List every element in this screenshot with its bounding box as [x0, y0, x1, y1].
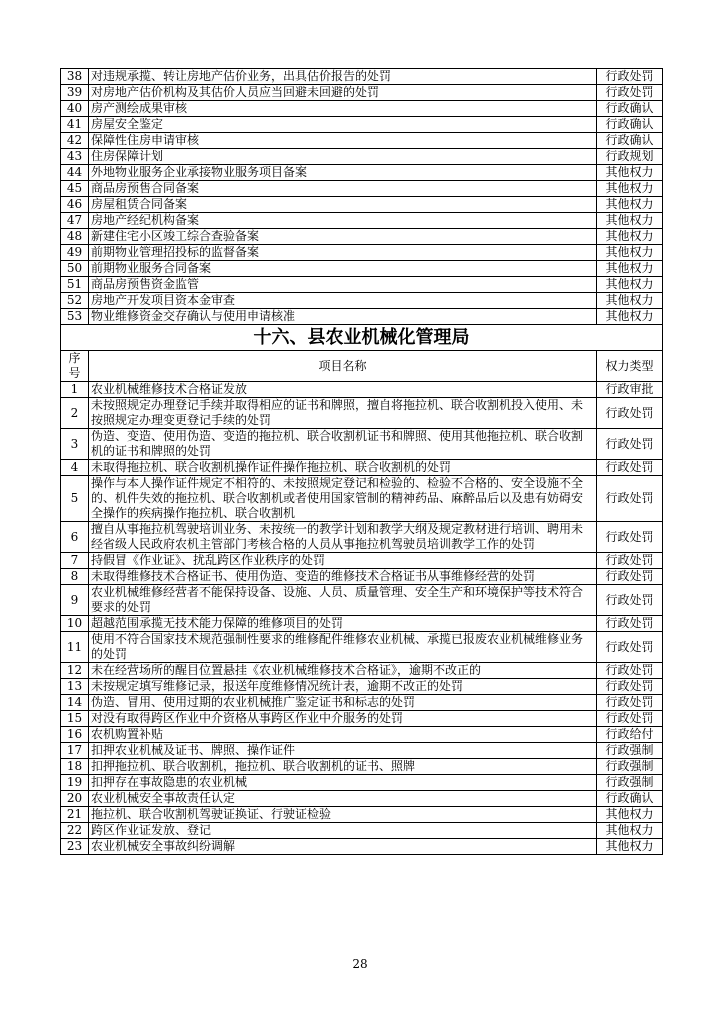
table-row — [61, 839, 663, 855]
power-type: 行政处罚 — [597, 553, 663, 569]
row-number: 6 — [61, 522, 89, 553]
table-row — [61, 695, 663, 711]
page-number: 28 — [352, 957, 368, 971]
power-type: 行政处罚 — [597, 711, 663, 727]
table-row — [61, 743, 663, 759]
power-type: 行政处罚 — [597, 69, 663, 85]
item-name: 超越范围承揽无技术能力保障的维修项目的处罚 — [89, 616, 597, 632]
table-row — [61, 807, 663, 823]
row-number: 43 — [61, 149, 89, 165]
row-number: 20 — [61, 791, 89, 807]
item-name: 农业机械维修技术合格证发放 — [89, 382, 597, 398]
section-title-row — [61, 325, 663, 351]
row-number: 13 — [61, 679, 89, 695]
item-name: 伪造、变造、使用伪造、变造的拖拉机、联合收割机证书和牌照、使用其他拖拉机、联合收割机的证书和牌照的处罚 — [89, 429, 597, 460]
power-type: 其他权力 — [597, 293, 663, 309]
power-type: 行政规划 — [597, 149, 663, 165]
table-row — [61, 197, 663, 213]
power-type: 行政处罚 — [597, 663, 663, 679]
item-name: 商品房预售合同备案 — [89, 181, 597, 197]
table-row — [61, 229, 663, 245]
power-type: 行政强制 — [597, 775, 663, 791]
row-number: 5 — [61, 476, 89, 522]
table-row — [61, 398, 663, 429]
item-name: 跨区作业证发放、登记 — [89, 823, 597, 839]
row-number: 46 — [61, 197, 89, 213]
table-row — [61, 309, 663, 325]
table-row — [61, 181, 663, 197]
item-name: 房产测绘成果审核 — [89, 101, 597, 117]
power-type: 行政确认 — [597, 117, 663, 133]
power-type: 其他权力 — [597, 261, 663, 277]
table-row — [61, 476, 663, 522]
row-number: 39 — [61, 85, 89, 101]
table-row — [61, 522, 663, 553]
item-name: 扣押存在事故隐患的农业机械 — [89, 775, 597, 791]
item-name: 房地产开发项目资本金审查 — [89, 293, 597, 309]
item-name: 新建住宅小区竣工综合查验备案 — [89, 229, 597, 245]
item-name: 保障性住房申请审核 — [89, 133, 597, 149]
table-row — [61, 775, 663, 791]
table-row — [61, 261, 663, 277]
item-name: 未按照规定办理登记手续并取得相应的证书和牌照，擅自将拖拉机、联合收割机投入使用、未按照规定办理变更登记手续的处罚 — [89, 398, 597, 429]
row-number: 8 — [61, 569, 89, 585]
table-row — [61, 711, 663, 727]
row-number: 19 — [61, 775, 89, 791]
row-number: 50 — [61, 261, 89, 277]
table-row — [61, 117, 663, 133]
power-type: 行政处罚 — [597, 476, 663, 522]
table-row — [61, 213, 663, 229]
row-number: 9 — [61, 585, 89, 616]
row-number: 10 — [61, 616, 89, 632]
row-number: 38 — [61, 69, 89, 85]
row-number: 22 — [61, 823, 89, 839]
item-name: 房屋安全鉴定 — [89, 117, 597, 133]
power-type: 行政处罚 — [597, 679, 663, 695]
item-name: 未取得维修技术合格证书、使用伪造、变造的维修技术合格证书从事维修经营的处罚 — [89, 569, 597, 585]
item-name: 未按规定填写维修记录，报送年度维修情况统计表，逾期不改正的处罚 — [89, 679, 597, 695]
item-name: 农业机械维修经营者不能保持设备、设施、人员、质量管理、安全生产和环境保护等技术符合要求的处罚 — [89, 585, 597, 616]
power-type: 行政确认 — [597, 133, 663, 149]
power-type: 其他权力 — [597, 229, 663, 245]
row-number: 11 — [61, 632, 89, 663]
item-name: 扣押拖拉机、联合收割机，拖拉机、联合收割机的证书、照牌 — [89, 759, 597, 775]
item-name: 房地产经纪机构备案 — [89, 213, 597, 229]
power-type: 行政处罚 — [597, 616, 663, 632]
row-number: 2 — [61, 398, 89, 429]
item-name: 操作与本人操作证件规定不相符的、未按照规定登记和检验的、检验不合格的、安全设施不全的、机件失效的拖拉机、联合收割机或者使用国家管制的精神药品、麻醉品后以及患有妨碍安全操作的疾病操作拖拉机、联合收割机 — [89, 476, 597, 522]
item-name: 拖拉机、联合收割机驾驶证换证、行驶证检验 — [89, 807, 597, 823]
header-name: 项目名称 — [89, 351, 597, 382]
table-row — [61, 101, 663, 117]
table-row — [61, 727, 663, 743]
item-name: 使用不符合国家技术规范强制性要求的维修配件维修农业机械、承揽已报废农业机械维修业务的处罚 — [89, 632, 597, 663]
item-name: 前期物业服务合同备案 — [89, 261, 597, 277]
power-type: 行政处罚 — [597, 522, 663, 553]
power-type: 其他权力 — [597, 309, 663, 325]
power-type: 行政处罚 — [597, 429, 663, 460]
row-number: 40 — [61, 101, 89, 117]
item-name: 外地物业服务企业承接物业服务项目备案 — [89, 165, 597, 181]
item-name: 对违规承揽、转让房地产估价业务，出具估价报告的处罚 — [89, 69, 597, 85]
table-row — [61, 759, 663, 775]
row-number: 51 — [61, 277, 89, 293]
power-type: 行政处罚 — [597, 569, 663, 585]
table-row — [61, 460, 663, 476]
row-number: 17 — [61, 743, 89, 759]
power-type: 行政审批 — [597, 382, 663, 398]
item-name: 擅自从事拖拉机驾驶培训业务、未按统一的教学计划和教学大纲及规定教材进行培训、聘用未经省级人民政府农机主管部门考核合格的人员从事拖拉机驾驶员培训教学工作的处罚 — [89, 522, 597, 553]
item-name: 前期物业管理招投标的监督备案 — [89, 245, 597, 261]
item-name: 物业维修资金交存确认与使用申请核准 — [89, 309, 597, 325]
table-row — [61, 277, 663, 293]
row-number: 42 — [61, 133, 89, 149]
row-number: 3 — [61, 429, 89, 460]
section-rows — [61, 382, 663, 855]
header-type: 权力类型 — [597, 351, 663, 382]
row-number: 21 — [61, 807, 89, 823]
section-head — [61, 325, 663, 382]
table-row — [61, 585, 663, 616]
table-row — [61, 632, 663, 663]
row-number: 48 — [61, 229, 89, 245]
power-type: 其他权力 — [597, 277, 663, 293]
row-number: 15 — [61, 711, 89, 727]
row-number: 16 — [61, 727, 89, 743]
row-number: 41 — [61, 117, 89, 133]
row-number: 12 — [61, 663, 89, 679]
power-type: 行政确认 — [597, 791, 663, 807]
row-number: 44 — [61, 165, 89, 181]
power-type: 行政强制 — [597, 743, 663, 759]
table-row — [61, 616, 663, 632]
row-number: 52 — [61, 293, 89, 309]
section-title: 十六、县农业机械化管理局 — [61, 325, 663, 351]
table-row — [61, 663, 663, 679]
header-row — [61, 351, 663, 382]
power-type: 其他权力 — [597, 807, 663, 823]
power-type: 行政确认 — [597, 101, 663, 117]
power-type: 行政处罚 — [597, 585, 663, 616]
top-rows — [61, 69, 663, 325]
power-list-table — [60, 68, 663, 855]
row-number: 1 — [61, 382, 89, 398]
item-name: 农业机械安全事故纠纷调解 — [89, 839, 597, 855]
row-number: 53 — [61, 309, 89, 325]
row-number: 49 — [61, 245, 89, 261]
table-row — [61, 679, 663, 695]
power-type: 行政处罚 — [597, 460, 663, 476]
item-name: 房屋租赁合同备案 — [89, 197, 597, 213]
power-type: 其他权力 — [597, 213, 663, 229]
power-type: 行政处罚 — [597, 632, 663, 663]
table-row — [61, 85, 663, 101]
table-row — [61, 133, 663, 149]
table-row — [61, 293, 663, 309]
table-row — [61, 791, 663, 807]
item-name: 商品房预售资金监管 — [89, 277, 597, 293]
row-number: 23 — [61, 839, 89, 855]
item-name: 农机购置补贴 — [89, 727, 597, 743]
row-number: 14 — [61, 695, 89, 711]
power-type: 其他权力 — [597, 197, 663, 213]
row-number: 7 — [61, 553, 89, 569]
table-row — [61, 382, 663, 398]
table-row — [61, 429, 663, 460]
table-row — [61, 165, 663, 181]
table-row — [61, 149, 663, 165]
power-type: 其他权力 — [597, 823, 663, 839]
power-type: 其他权力 — [597, 245, 663, 261]
item-name: 对没有取得跨区作业中介资格从事跨区作业中介服务的处罚 — [89, 711, 597, 727]
row-number: 4 — [61, 460, 89, 476]
item-name: 对房地产估价机构及其估价人员应当回避未回避的处罚 — [89, 85, 597, 101]
table-row — [61, 823, 663, 839]
table-row — [61, 69, 663, 85]
power-type: 行政处罚 — [597, 85, 663, 101]
power-type: 行政处罚 — [597, 695, 663, 711]
power-type: 其他权力 — [597, 181, 663, 197]
row-number: 47 — [61, 213, 89, 229]
power-type: 行政强制 — [597, 759, 663, 775]
item-name: 住房保障计划 — [89, 149, 597, 165]
table-row — [61, 569, 663, 585]
item-name: 伪造、冒用、使用过期的农业机械推广鉴定证书和标志的处罚 — [89, 695, 597, 711]
power-type: 其他权力 — [597, 165, 663, 181]
table-row — [61, 245, 663, 261]
power-type: 其他权力 — [597, 839, 663, 855]
table-row — [61, 553, 663, 569]
row-number: 45 — [61, 181, 89, 197]
item-name: 持假冒《作业证》、扰乱跨区作业秩序的处罚 — [89, 553, 597, 569]
item-name: 扣押农业机械及证书、牌照、操作证件 — [89, 743, 597, 759]
item-name: 农业机械安全事故责任认定 — [89, 791, 597, 807]
header-no: 序号 — [61, 351, 89, 382]
item-name: 未取得拖拉机、联合收割机操作证件操作拖拉机、联合收割机的处罚 — [89, 460, 597, 476]
power-type: 行政给付 — [597, 727, 663, 743]
power-type: 行政处罚 — [597, 398, 663, 429]
item-name: 未在经营场所的醒目位置悬挂《农业机械维修技术合格证》，逾期不改正的 — [89, 663, 597, 679]
row-number: 18 — [61, 759, 89, 775]
